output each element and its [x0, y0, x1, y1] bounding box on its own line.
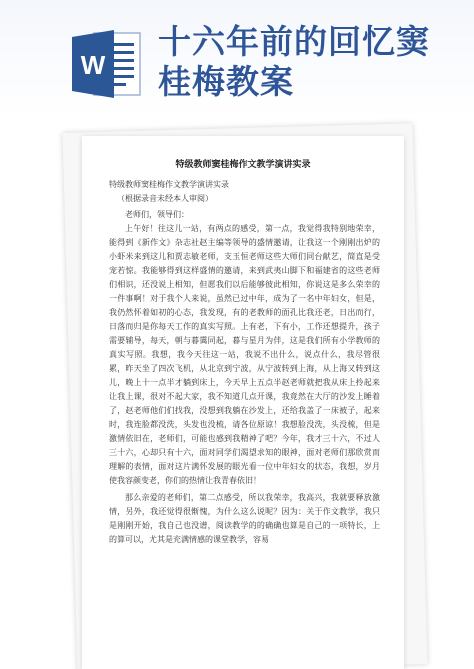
header-banner [0, 0, 474, 118]
document-subtitle: 特级教师窦桂梅作文教学演讲实录 [109, 180, 229, 189]
word-document-icon [70, 27, 144, 101]
document-heading: 特级教师窦桂梅作文教学演讲实录 [175, 160, 311, 170]
document-page [82, 136, 404, 669]
document-paragraph: 那么亲爱的老师们，第二点感受，所以我荣幸，我高兴，我就要释放激情，另外，我还觉得很惭愧，为什么这么说呢？因为：关于作文教学，我只是刚刚开始，我自己也没谱，阅读教学的的确确也算是自己的一项特长，上的算可以，尤其是充满情感的课堂教学，容易 [109, 493, 380, 544]
document-body [109, 178, 380, 547]
word-logo-letter: W [80, 50, 106, 80]
document-source-note: （根据录音未经本人审阅） [117, 194, 213, 203]
page-title-line2: 桂梅教案 [158, 62, 294, 101]
page-title [158, 22, 468, 102]
document-greeting: 老师们，领导们： [125, 210, 189, 219]
page-title-line1: 十六年前的回忆窦 [158, 22, 430, 61]
document-paragraph: 上午好！往这儿一站，有两点的感受，第一点，我觉得我特别地荣幸，能得到《新作文》杂志社赵主编等领导的盛情邀请，让我这一个刚刚出炉的小虾米来到这儿和贾志敏老师，支玉恒老师这些大师们同台献艺，简直是受宠若惊。我能够得到这样盛情的邀请，来到武夷山脚下和福建省的这些老师们相识，还没说上相知，但愿我们以后能够彼此相知，你说这是多么荣幸的一件事啊！对于我个人来说，虽然已过中年，成为了一名中年妇女，但是，我仍然怀着如初的心态，我发现，有的老教师的面孔比我还老，日出而行，日落而归是你每天工作的真实写照。上有老，下有小，工作还想提升，孩子需要辅导，每天，朝与暮霭同起，暮与星月为伴，这是我们所有小学教师的真实写照。我想，我今天往这一站，我说不出什么，说点什么，我尽管很累，昨天坐了四次飞机，从北京到宁波，从宁波转到上海，从上海又转到这儿，晚上十一点半才躺到床上，今天早上五点半赵老师就把我从床上拎起来让我上课，很对不起大家，我不知道几点开课，我竟然在大厅的沙发上睡着了，赵老师他们们找我，没想到我躺在沙发上，还给我盖了一床被子，起来时，我连脸都没洗，头发也没梳，请各位原谅！我想脸没洗，头没梳，但是激情依旧在，老师们，可能也感到我精神了吧？今年，我才三十六，不过人三十六，心却只有十六，面对同学们渴望求知的眼神，面对老师们那欣赏而理解的表情，面对这片满怀发展的眼光看一位中年妇女的状态，我想，岁月使我容颜变老，你们的热情让我青春依旧！ [109, 224, 380, 485]
